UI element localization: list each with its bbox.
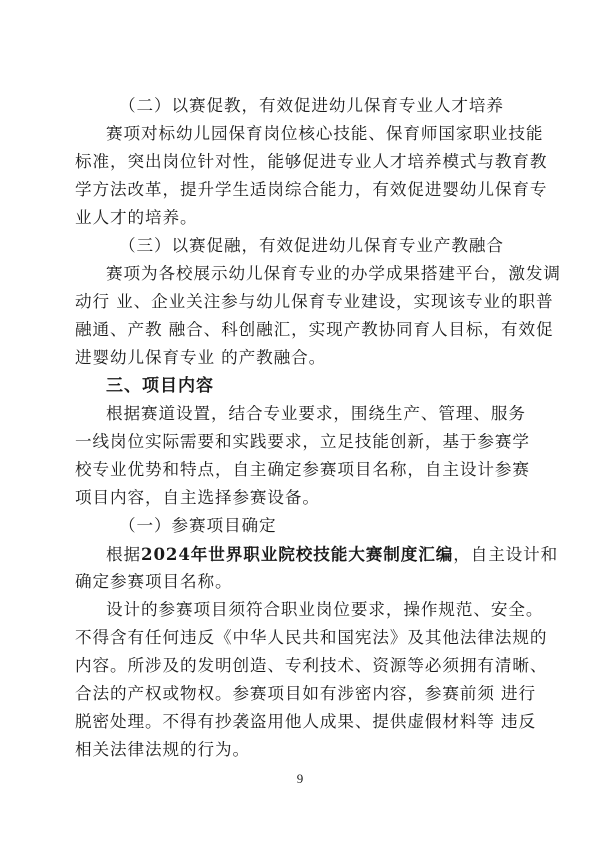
text-prefix: 根据 xyxy=(106,545,141,564)
paragraph-line: 项目内容，自主选择参赛设备。 xyxy=(75,488,320,507)
paragraph-line: 融通、产教 融合、科创融汇，实现产教协同育人目标，有效促 xyxy=(75,320,554,339)
paragraph-line: 动行 业、企业关注参与幼儿保育专业建设，实现该专业的职普 xyxy=(75,292,554,311)
paragraph-line: 业人才的培养。 xyxy=(75,208,198,227)
section-heading-promote-integration: （三）以赛促融，有效促进幼儿保育专业产教融合 xyxy=(119,236,504,255)
paragraph-line: 合法的产权或物权。参赛项目如有涉密内容，参赛前须 进行 xyxy=(75,684,537,703)
paragraph-line: 相关法律法规的行为。 xyxy=(75,740,250,759)
section-heading-promote-teaching: （二）以赛促教，有效促进幼儿保育专业人才培养 xyxy=(119,96,504,115)
paragraph-line xyxy=(106,544,558,565)
paragraph-line: 根据赛道设置，结合专业要求，围绕生产、管理、服务 xyxy=(106,404,526,423)
paragraph-line: 进婴幼儿保育专业 的产教融合。 xyxy=(75,348,327,367)
paragraph-line: 脱密处理。不得有抄袭盗用他人成果、提供虚假材料等 违反 xyxy=(75,712,537,731)
text-suffix: ，自主设计和 xyxy=(453,545,559,564)
paragraph-line: 内容。所涉及的发明创造、专利技术、资源等必须拥有清晰、 xyxy=(75,656,548,675)
paragraph-line: 标准，突出岗位针对性，能够促进专业人才培养模式与教育教 xyxy=(75,152,548,171)
paragraph-line: 学方法改革，提升学生适岗综合能力，有效促进婴幼儿保育专 xyxy=(75,180,548,199)
section-heading-project-determination: （一）参赛项目确定 xyxy=(119,516,277,535)
paragraph-line: 确定参赛项目名称。 xyxy=(75,572,233,591)
paragraph-line: 校专业优势和特点，自主确定参赛项目名称，自主设计参赛 xyxy=(75,460,530,479)
regulation-reference: 2024年世界职业院校技能大赛制度汇编 xyxy=(141,544,454,564)
paragraph-line: 赛项为各校展示幼儿保育专业的办学成果搭建平台，激发调 xyxy=(106,264,561,283)
paragraph-line: 不得含有任何违反《中华人民共和国宪法》及其他法律法规的 xyxy=(75,628,548,647)
paragraph-line: 设计的参赛项目须符合职业岗位要求，操作规范、安全。 xyxy=(106,600,544,619)
paragraph-line: 赛项对标幼儿园保育岗位核心技能、保育师国家职业技能 xyxy=(106,124,544,143)
paragraph-line: 一线岗位实际需要和实践要求，立足技能创新，基于参赛学 xyxy=(75,432,530,451)
page-number: 9 xyxy=(296,771,304,786)
section-heading-project-content: 三、项目内容 xyxy=(106,376,214,396)
